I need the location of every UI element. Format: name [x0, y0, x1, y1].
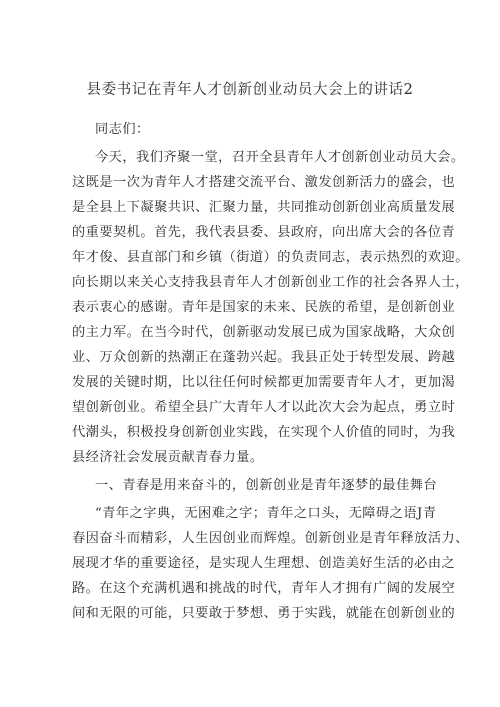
body-line: 是全县上下凝聚共识、汇聚力量，共同推动创新创业高质量发展	[72, 200, 456, 215]
body-line: 业、万众创新的热潮正在蓬勃兴起。我县正处于转型发展、跨越	[72, 350, 456, 365]
body-line: 县经济社会发展贡献青春力量。	[72, 450, 264, 465]
body-line: 这既是一次为青年人才搭建交流平台、激发创新活力的盛会，也	[72, 175, 456, 190]
body-line: 表示衷心的感谢。青年是国家的未来、民族的希望，是创新创业	[72, 300, 456, 315]
body-line: 的主力军。在当今时代，创新驱动发展已成为国家战略，大众创	[72, 325, 456, 340]
body-line: 展现才华的重要途径，是实现人生理想、创造美好生活的必由之	[72, 556, 456, 571]
salutation: 同志们：	[95, 122, 150, 137]
body-line: 的重要契机。首先，我代表县委、县政府，向出席大会的各位青	[72, 225, 456, 240]
body-line: 路。在这个充满机遇和挑战的时代，青年人才拥有广阔的发展空	[72, 581, 456, 596]
body-line: 年才俊、县直部门和乡镇（街道）的负责同志，表示热烈的欢迎。	[72, 250, 469, 265]
body-line: 今天，我们齐聚一堂，召开全县青年人才创新创业动员大会。	[95, 150, 465, 165]
body-line: 代潮头，积极投身创新创业实践，在实现个人价值的同时，为我	[72, 425, 456, 440]
section-heading: 一、青春是用来奋斗的，创新创业是青年逐梦的最佳舞台	[95, 478, 438, 493]
body-line: 望创新创业。希望全县广大青年人才以此次大会为起点，勇立时	[72, 400, 456, 415]
body-line: 向长期以来关心支持我县青年人才创新创业工作的社会各界人士，	[72, 275, 469, 290]
document-title: 县委书记在青年人才创新创业动员大会上的讲话2	[86, 82, 414, 98]
body-line: “青年之字典，无困难之字；青年之口头，无障碍之语J青	[95, 506, 437, 521]
body-line: 春因奋斗而精彩，人生因创业而辉煌。创新创业是青年释放活力、	[72, 531, 469, 546]
body-line: 发展的关键时期，比以往任何时候都更加需要青年人才，更加渴	[72, 375, 456, 390]
body-line: 间和无限的可能，只要敢于梦想、勇于实践，就能在创新创业的	[72, 606, 456, 621]
